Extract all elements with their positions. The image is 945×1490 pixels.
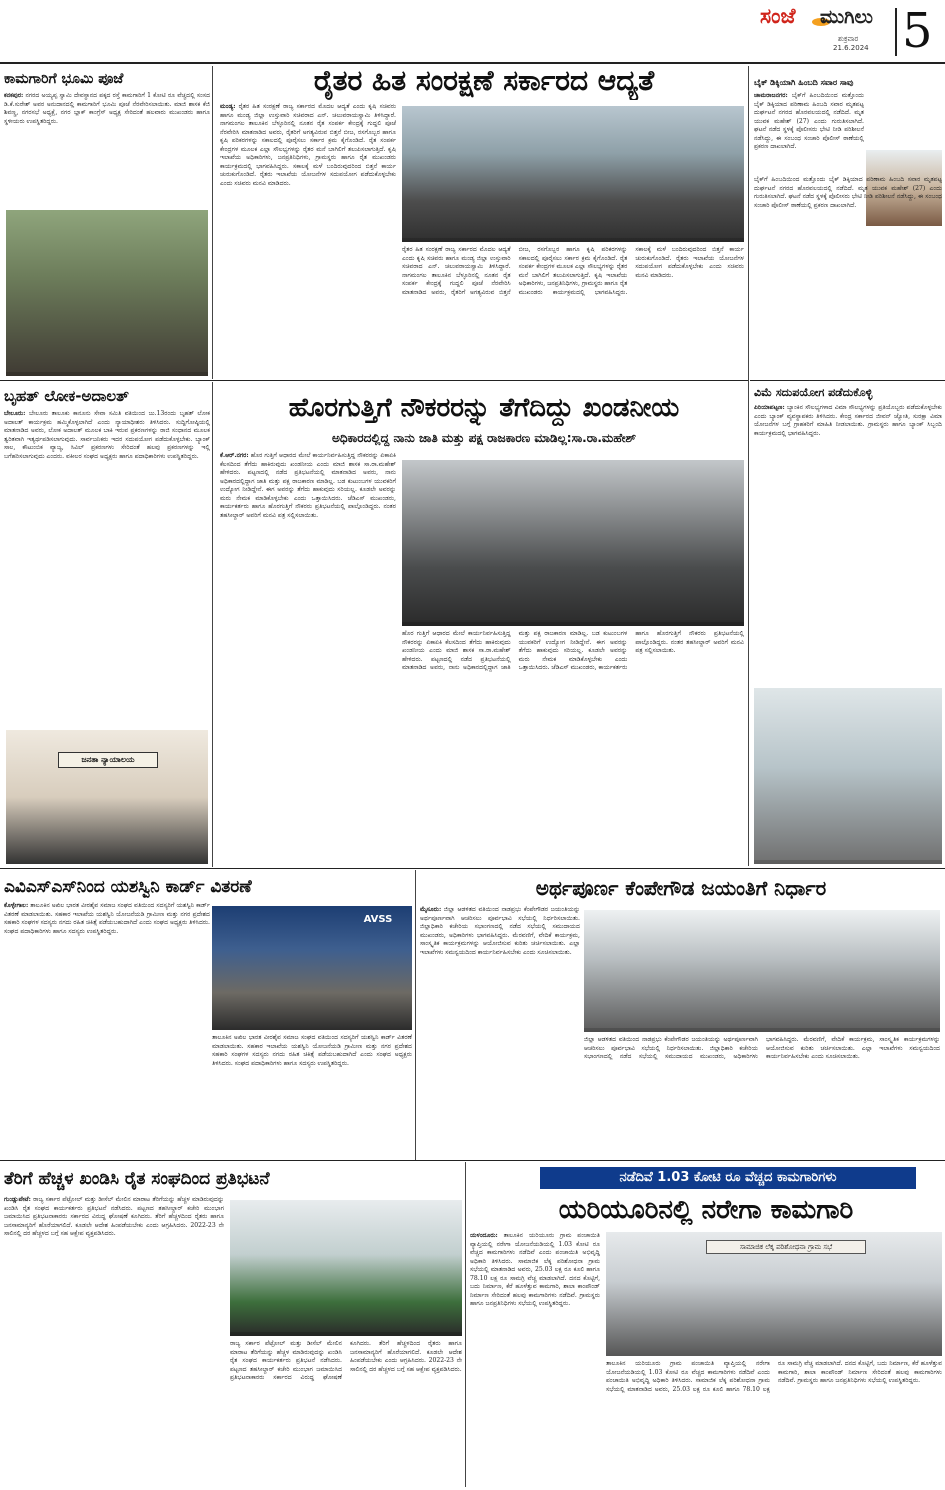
terige-photo	[230, 1200, 462, 1336]
horagutti-photo	[402, 460, 744, 626]
avss-photo	[212, 906, 412, 1030]
horagutti-dateline: ಕೆ.ಆರ್.ನಗರ:	[220, 452, 249, 459]
narega-text: ತಾಲೂಕಿನ ಯರಿಯೂರು ಗ್ರಾಮ ಪಂಚಾಯಿತಿ ವ್ಯಾಪ್ತಿಯಲ್ಲಿ ನರೇಗಾ ಯೋಜನೆಯಡಿಯಲ್ಲಿ 1.03 ಕೋಟಿ ರೂ ವೆಚ್ಚದ ಕಾಮಗಾರಿಗಳು ನಡೆದಿವೆ ಎಂದು ಪಂಚಾಯಿತಿ ಅಭಿವೃದ್ಧಿ ಅಧಿಕಾರಿ ತಿಳಿಸಿದರು. ಸಾಮಾಜಿಕ ಲೆಕ್ಕ ಪರಿಶೋಧನಾ ಗ್ರಾಮ ಸಭೆಯಲ್ಲಿ ಮಾತನಾಡಿದ ಅವರು, 25.03 ಲಕ್ಷ ರೂ ಕೂಲಿ ಹಾಗೂ 78.10 ಲಕ್ಷ ರೂ ಸಾಮಗ್ರಿ ವೆಚ್ಚ ಮಾಡಲಾಗಿದೆ. ದನದ ಕೊಟ್ಟಿಗೆ, ಬದು ನಿರ್ಮಾಣ, ಕೆರೆ ಹೂಳೆತ್ತುವ ಕಾಮಗಾರಿ, ಶಾಲಾ ಕಾಂಪೌಂಡ್ ನಿರ್ಮಾಣ ಸೇರಿದಂತೆ ಹಲವು ಕಾಮಗಾರಿಗಳು ನಡೆದಿವೆ. ಗ್ರಾಮಸ್ಥರು ಹಾಗೂ ಜನಪ್ರತಿನಿಧಿಗಳು ಸಭೆಯಲ್ಲಿ ಉಪಸ್ಥಿತರಿದ್ದರು.	[470, 1232, 600, 1307]
horagutti-subheadline: ಅಧಿಕಾರದಲ್ಲಿದ್ದ ನಾನು ಜಾತಿ ಮತ್ತು ಪಕ್ಷ ರಾಜಕಾರಣ ಮಾಡಿಲ್ಲ:ಸಾ.ರಾ.ಮಹೇಶ್	[331, 431, 637, 445]
narega-body-cont	[606, 1360, 942, 1486]
column-rule	[415, 870, 416, 1160]
narega-body	[470, 1232, 600, 1486]
avss-body-cont	[212, 1034, 412, 1156]
bhoomi-headline: ಕಾಮಗಾರಿಗೆ ಭೂಮಿ ಪೂಜೆ	[4, 71, 124, 87]
kempegowda-body	[420, 906, 580, 1156]
raitara-body-cont	[402, 246, 744, 378]
narega-strap: ನಡೆದಿವೆ 1.03 ಕೋಟಿ ರೂ ವೆಚ್ಚದ ಕಾಮಗಾರಿಗಳು	[540, 1167, 916, 1189]
adalat-body	[4, 410, 210, 726]
page-number: 5	[902, 3, 933, 59]
narega-headline: ಯರಿಯೂರಿನಲ್ಲಿ ನರೇಗಾ ಕಾಮಗಾರಿ	[558, 1195, 854, 1225]
section-rule	[0, 868, 945, 869]
masthead	[760, 4, 940, 62]
avss-body	[4, 902, 210, 1156]
vime-text: ಬ್ಯಾಂಕಿನ ಸೌಲಭ್ಯಗಳಾದ ವಿಮಾ ಸೌಲಭ್ಯಗಳನ್ನು ಪ್ರತಿಯೊಬ್ಬರು ಪಡೆದುಕೊಳ್ಳಬೇಕು ಎಂದು ಬ್ಯಾಂಕ್ ವ್ಯವಸ್ಥಾಪಕರು ತಿಳಿಸಿದರು. ಕೇಂದ್ರ ಸರ್ಕಾರದ ಜೀವನ್ ಜ್ಯೋತಿ, ಸುರಕ್ಷಾ ವಿಮಾ ಯೋಜನೆಗಳ ಬಗ್ಗೆ ಗ್ರಾಹಕರಿಗೆ ಮಾಹಿತಿ ನೀಡಲಾಯಿತು. ಗ್ರಾಮಸ್ಥರು ಹಾಗೂ ಬ್ಯಾಂಕ್ ಸಿಬ್ಬಂದಿ ಕಾರ್ಯಕ್ರಮದಲ್ಲಿ ಭಾಗವಹಿಸಿದ್ದರು.	[754, 404, 942, 437]
avss-banner: AVSS	[363, 914, 393, 925]
column-rule	[212, 382, 213, 867]
bhoomi-body	[4, 92, 210, 204]
terige-body	[4, 1196, 224, 1486]
kempegowda-text-cont: ಜಿಲ್ಲಾ ಆಡಳಿತದ ವತಿಯಿಂದ ನಾಡಪ್ರಭು ಕೆಂಪೇಗೌಡರ ಜಯಂತಿಯನ್ನು ಅರ್ಥಪೂರ್ಣವಾಗಿ ಆಚರಿಸಲು ಪೂರ್ವಭಾವಿ ಸಭೆಯಲ್ಲಿ ನಿರ್ಧರಿಸಲಾಯಿತು. ಜಿಲ್ಲಾಧಿಕಾರಿ ಕಚೇರಿಯ ಸಭಾಂಗಣದಲ್ಲಿ ನಡೆದ ಸಭೆಯಲ್ಲಿ ಸಮುದಾಯದ ಮುಖಂಡರು, ಅಧಿಕಾರಿಗಳು ಭಾಗವಹಿಸಿದ್ದರು. ಮೆರವಣಿಗೆ, ವೇದಿಕೆ ಕಾರ್ಯಕ್ರಮ, ಸಾಂಸ್ಕೃತಿಕ ಕಾರ್ಯಕ್ರಮಗಳನ್ನು ಆಯೋಜಿಸುವ ಕುರಿತು ಚರ್ಚಿಸಲಾಯಿತು. ಎಲ್ಲಾ ಇಲಾಖೆಗಳು ಸಮನ್ವಯದಿಂದ ಕಾರ್ಯನಿರ್ವಹಿಸಬೇಕು ಎಂದು ಸೂಚಿಸಲಾಯಿತು.	[584, 1036, 940, 1060]
raitara-text-cont: ರೈತರ ಹಿತ ಸಂರಕ್ಷಣೆ ರಾಜ್ಯ ಸರ್ಕಾರದ ಮೊದಲ ಆದ್ಯತೆ ಎಂದು ಕೃಷಿ ಸಚಿವರು ಹಾಗೂ ಮಂಡ್ಯ ಜಿಲ್ಲಾ ಉಸ್ತುವಾರಿ ಸಚಿವರಾದ ಎನ್. ಚಲುವರಾಯಸ್ವಾಮಿ ತಿಳಿಸಿದ್ದಾರೆ. ನಾಗಮಂಗಲ ತಾಲೂಕಿನ ಬೆಳ್ಳೂರಿನಲ್ಲಿ ನೂತನ ರೈತ ಸಂಪರ್ಕ ಕೇಂದ್ರಕ್ಕೆ ಗುದ್ದಲಿ ಪೂಜೆ ನೆರವೇರಿಸಿ ಮಾತನಾಡಿದ ಅವರು, ರೈತರಿಗೆ ಅಗತ್ಯವಿರುವ ಬಿತ್ತನೆ ಬೀಜ, ರಸಗೊಬ್ಬರ ಹಾಗೂ ಕೃಷಿ ಪರಿಕರಗಳನ್ನು ಸಕಾಲದಲ್ಲಿ ಪೂರೈಸಲು ಸರ್ಕಾರ ಕ್ರಮ ಕೈಗೊಂಡಿದೆ. ರೈತ ಸಂಪರ್ಕ ಕೇಂದ್ರಗಳ ಮೂಲಕ ಎಲ್ಲಾ ಸೌಲಭ್ಯಗಳನ್ನು ರೈತರ ಮನೆ ಬಾಗಿಲಿಗೆ ತಲುಪಿಸಲಾಗುತ್ತಿದೆ. ಕೃಷಿ ಇಲಾಖೆಯ ಅಧಿಕಾರಿಗಳು, ಜನಪ್ರತಿನಿಧಿಗಳು, ಗ್ರಾಮಸ್ಥರು ಹಾಗೂ ರೈತ ಮುಖಂಡರು ಕಾರ್ಯಕ್ರಮದಲ್ಲಿ ಭಾಗವಹಿಸಿದ್ದರು. ಸಕಾಲಕ್ಕೆ ಮಳೆ ಬಂದಿರುವುದರಿಂದ ಬಿತ್ತನೆ ಕಾರ್ಯ ಚುರುಕುಗೊಂಡಿದೆ. ರೈತರು ಇಲಾಖೆಯ ಯೋಜನೆಗಳ ಸದುಪಯೋಗ ಪಡೆದುಕೊಳ್ಳಬೇಕು ಎಂದು ಸಚಿವರು ಮನವಿ ಮಾಡಿದರು.	[402, 246, 744, 296]
bhoomi-text: ನಗರದ ಅಯ್ಯಪ್ಪ ಸ್ವಾಮಿ ದೇವಸ್ಥಾನದ ಪಕ್ಕದ ರಸ್ತೆ ಕಾಮಗಾರಿಗೆ 1 ಕೋಟಿ ರೂ ವೆಚ್ಚದಲ್ಲಿ ಸಂಸದ ಡಿ.ಕೆ.ಸುರೇಶ್ ಅವರ ಅನುದಾನದಲ್ಲಿ ಕಾಮಗಾರಿಗೆ ಭೂಮಿ ಪೂಜೆ ನೆರವೇರಿಸಲಾಯಿತು. ಮಾಜಿ ಶಾಸಕ ಕೆಜಿ ಶಿವಣ್ಣ, ನಗರಸಭೆ ಅಧ್ಯಕ್ಷೆ, ನಗರ ಬ್ಲಾಕ್ ಕಾಂಗ್ರೆಸ್ ಅಧ್ಯಕ್ಷ ಸೇರಿದಂತೆ ಹಲವಾರು ಮುಖಂಡರು ಹಾಗೂ ಸ್ಥಳೀಯರು ಉಪಸ್ಥಿತರಿದ್ದರು.	[4, 92, 210, 125]
kempegowda-body-cont	[584, 1036, 940, 1156]
horagutti-body	[220, 452, 396, 864]
narega-text-cont: ತಾಲೂಕಿನ ಯರಿಯೂರು ಗ್ರಾಮ ಪಂಚಾಯಿತಿ ವ್ಯಾಪ್ತಿಯಲ್ಲಿ ನರೇಗಾ ಯೋಜನೆಯಡಿಯಲ್ಲಿ 1.03 ಕೋಟಿ ರೂ ವೆಚ್ಚದ ಕಾಮಗಾರಿಗಳು ನಡೆದಿವೆ ಎಂದು ಪಂಚಾಯಿತಿ ಅಭಿವೃದ್ಧಿ ಅಧಿಕಾರಿ ತಿಳಿಸಿದರು. ಸಾಮಾಜಿಕ ಲೆಕ್ಕ ಪರಿಶೋಧನಾ ಗ್ರಾಮ ಸಭೆಯಲ್ಲಿ ಮಾತನಾಡಿದ ಅವರು, 25.03 ಲಕ್ಷ ರೂ ಕೂಲಿ ಹಾಗೂ 78.10 ಲಕ್ಷ ರೂ ಸಾಮಗ್ರಿ ವೆಚ್ಚ ಮಾಡಲಾಗಿದೆ. ದನದ ಕೊಟ್ಟಿಗೆ, ಬದು ನಿರ್ಮಾಣ, ಕೆರೆ ಹೂಳೆತ್ತುವ ಕಾಮಗಾರಿ, ಶಾಲಾ ಕಾಂಪೌಂಡ್ ನಿರ್ಮಾಣ ಸೇರಿದಂತೆ ಹಲವು ಕಾಮಗಾರಿಗಳು ನಡೆದಿವೆ. ಗ್ರಾಮಸ್ಥರು ಹಾಗೂ ಜನಪ್ರತಿನಿಧಿಗಳು ಸಭೆಯಲ್ಲಿ ಉಪಸ್ಥಿತರಿದ್ದರು.	[606, 1360, 942, 1393]
terige-body-cont	[230, 1340, 462, 1486]
section-rule	[750, 380, 945, 381]
avss-text: ತಾಲೂಕಿನ ಅಖಿಲ ಭಾರತ ವೀರಶೈವ ಸಮಾಜ ಸಂಘದ ವತಿಯಿಂದ ಸದಸ್ಯರಿಗೆ ಯಶಸ್ವಿನಿ ಕಾರ್ಡ್ ವಿತರಣೆ ಮಾಡಲಾಯಿತು. ಸಹಕಾರ ಇಲಾಖೆಯ ಯಶಸ್ವಿನಿ ಯೋಜನೆಯಡಿ ಗ್ರಾಮೀಣ ಮತ್ತು ನಗರ ಪ್ರದೇಶದ ಸಹಕಾರಿ ಸಂಘಗಳ ಸದಸ್ಯರು ನಗದು ರಹಿತ ಚಿಕಿತ್ಸೆ ಪಡೆಯಬಹುದಾಗಿದೆ ಎಂದು ಸಂಘದ ಅಧ್ಯಕ್ಷರು ತಿಳಿಸಿದರು. ಸಂಘದ ಪದಾಧಿಕಾರಿಗಳು ಹಾಗೂ ಸದಸ್ಯರು ಉಪಸ್ಥಿತರಿದ್ದರು.	[4, 902, 210, 935]
adalat-photo	[6, 730, 208, 864]
terige-headline: ತೆರಿಗೆ ಹೆಚ್ಚಳ ಖಂಡಿಸಿ ರೈತ ಸಂಘದಿಂದ ಪ್ರತಿಭಟನೆ	[4, 1169, 270, 1189]
kempegowda-dateline: ಮೈಸೂರು:	[420, 906, 442, 913]
horagutti-headline: ಹೊರಗುತ್ತಿಗೆ ನೌಕರರನ್ನು ತೆಗೆದಿದ್ದು ಖಂಡನೀಯ	[288, 393, 680, 423]
adalat-dateline: ಬೇಲೂರು:	[4, 410, 26, 417]
kempegowda-headline: ಅರ್ಥಪೂರ್ಣ ಕೆಂಪೇಗೌಡ ಜಯಂತಿಗೆ ನಿರ್ಧಾರ	[535, 876, 827, 900]
narega-dateline: ಯಳಂದೂರು:	[470, 1232, 498, 1239]
column-rule	[212, 66, 213, 379]
horagutti-text-cont: ಹೊರ ಗುತ್ತಿಗೆ ಆಧಾರದ ಮೇಲೆ ಕಾರ್ಯನಿರ್ವಹಿಸುತ್ತಿದ್ದ ನೌಕರರನ್ನು ಏಕಾಏಕಿ ಕೆಲಸದಿಂದ ತೆಗೆದು ಹಾಕಿರುವುದು ಖಂಡನೀಯ ಎಂದು ಮಾಜಿ ಶಾಸಕ ಸಾ.ರಾ.ಮಹೇಶ್ ಹೇಳಿದರು. ಪಟ್ಟಣದಲ್ಲಿ ನಡೆದ ಪ್ರತಿಭಟನೆಯಲ್ಲಿ ಮಾತನಾಡಿದ ಅವರು, ನಾನು ಅಧಿಕಾರದಲ್ಲಿದ್ದಾಗ ಜಾತಿ ಮತ್ತು ಪಕ್ಷ ರಾಜಕಾರಣ ಮಾಡಿಲ್ಲ. ಬಡ ಕುಟುಂಬಗಳ ಯುವಕರಿಗೆ ಉದ್ಯೋಗ ನೀಡಿದ್ದೇನೆ. ಈಗ ಅವರನ್ನು ತೆಗೆದು ಹಾಕುವುದು ಸರಿಯಲ್ಲ. ಕೂಡಲೇ ಅವರನ್ನು ಮರು ನೇಮಕ ಮಾಡಿಕೊಳ್ಳಬೇಕು ಎಂದು ಒತ್ತಾಯಿಸಿದರು. ಜೆಡಿಎಸ್ ಮುಖಂಡರು, ಕಾರ್ಯಕರ್ತರು ಹಾಗೂ ಹೊರಗುತ್ತಿಗೆ ನೌಕರರು ಪ್ರತಿಭಟನೆಯಲ್ಲಿ ಪಾಲ್ಗೊಂಡಿದ್ದರು. ನಂತರ ತಹಸೀಲ್ದಾರ್ ಅವರಿಗೆ ಮನವಿ ಪತ್ರ ಸಲ್ಲಿಸಲಾಯಿತು.	[402, 630, 744, 671]
horagutti-body-cont	[402, 630, 744, 864]
avss-dateline: ಕೊಳ್ಳೇಗಾಲ:	[4, 902, 29, 909]
bike-body-cont	[754, 176, 942, 370]
column-rule	[465, 1162, 466, 1487]
issue-date: 21.6.2024	[833, 44, 869, 52]
bike-dateline: ಚಾಮರಾಜನಗರ:	[754, 92, 788, 99]
vime-photo	[754, 688, 942, 864]
avss-headline: ಎವಿಎಸ್‌ಎಸ್‌ನಿಂದ ಯಶಸ್ವಿನಿ ಕಾರ್ಡ್ ವಿತರಣೆ	[4, 877, 252, 897]
kempegowda-photo	[584, 910, 940, 1032]
bike-text: ಬೈಕ್‌ಗೆ ಹಿಂಬದಿಯಿಂದ ಮತ್ತೊಂದು ಬೈಕ್ ಡಿಕ್ಕಿಯಾದ ಪರಿಣಾಮ ಹಿಂಬದಿ ಸವಾರ ಮೃತಪಟ್ಟ ದುರ್ಘಟನೆ ನಗರದ ಹೊರವಲಯದಲ್ಲಿ ನಡೆದಿದೆ. ಮೃತ ಯುವಕ ಮಹೇಶ್ (27) ಎಂದು ಗುರುತಿಸಲಾಗಿದೆ. ಘಟನೆ ನಡೆದ ಸ್ಥಳಕ್ಕೆ ಪೊಲೀಸರು ಭೇಟಿ ನೀಡಿ ಪರಿಶೀಲನೆ ನಡೆಸಿದ್ದು, ಈ ಸಂಬಂಧ ಸಂಚಾರಿ ಪೊಲೀಸ್ ಠಾಣೆಯಲ್ಲಿ ಪ್ರಕರಣ ದಾಖಲಾಗಿದೆ.	[754, 92, 864, 150]
kempegowda-text: ಜಿಲ್ಲಾ ಆಡಳಿತದ ವತಿಯಿಂದ ನಾಡಪ್ರಭು ಕೆಂಪೇಗೌಡರ ಜಯಂತಿಯನ್ನು ಅರ್ಥಪೂರ್ಣವಾಗಿ ಆಚರಿಸಲು ಪೂರ್ವಭಾವಿ ಸಭೆಯಲ್ಲಿ ನಿರ್ಧರಿಸಲಾಯಿತು. ಜಿಲ್ಲಾಧಿಕಾರಿ ಕಚೇರಿಯ ಸಭಾಂಗಣದಲ್ಲಿ ನಡೆದ ಸಭೆಯಲ್ಲಿ ಸಮುದಾಯದ ಮುಖಂಡರು, ಅಧಿಕಾರಿಗಳು ಭಾಗವಹಿಸಿದ್ದರು. ಮೆರವಣಿಗೆ, ವೇದಿಕೆ ಕಾರ್ಯಕ್ರಮ, ಸಾಂಸ್ಕೃತಿಕ ಕಾರ್ಯಕ್ರಮಗಳನ್ನು ಆಯೋಜಿಸುವ ಕುರಿತು ಚರ್ಚಿಸಲಾಯಿತು. ಎಲ್ಲಾ ಇಲಾಖೆಗಳು ಸಮನ್ವಯದಿಂದ ಕಾರ್ಯನಿರ್ವಹಿಸಬೇಕು ಎಂದು ಸೂಚಿಸಲಾಯಿತು.	[420, 906, 580, 956]
adalat-headline: ಬೃಹತ್ ಲೋಕ-ಅದಾಲತ್	[4, 387, 129, 405]
terige-text-cont: ರಾಜ್ಯ ಸರ್ಕಾರ ಪೆಟ್ರೋಲ್ ಮತ್ತು ಡೀಸೆಲ್ ಮೇಲಿನ ಮಾರಾಟ ತೆರಿಗೆಯನ್ನು ಹೆಚ್ಚಳ ಮಾಡಿರುವುದನ್ನು ಖಂಡಿಸಿ ರೈತ ಸಂಘದ ಕಾರ್ಯಕರ್ತರು ಪ್ರತಿಭಟನೆ ನಡೆಸಿದರು. ಪಟ್ಟಣದ ತಹಸೀಲ್ದಾರ್ ಕಚೇರಿ ಮುಂಭಾಗ ಜಮಾಯಿಸಿದ ಪ್ರತಿಭಟನಾಕಾರರು ಸರ್ಕಾರದ ವಿರುದ್ಧ ಘೋಷಣೆ ಕೂಗಿದರು. ತೆರಿಗೆ ಹೆಚ್ಚಳದಿಂದ ರೈತರು ಹಾಗೂ ಜನಸಾಮಾನ್ಯರಿಗೆ ಹೊರೆಯಾಗಲಿದೆ. ಕೂಡಲೇ ಆದೇಶ ಹಿಂಪಡೆಯಬೇಕು ಎಂದು ಆಗ್ರಹಿಸಿದರು. 2022-23 ನೇ ಸಾಲಿನಲ್ಲಿ ದರ ಹೆಚ್ಚಳದ ಬಗ್ಗೆ ಸಹ ಆಕ್ಷೇಪ ವ್ಯಕ್ತಪಡಿಸಿದರು.	[230, 1340, 462, 1381]
vime-body	[754, 404, 942, 680]
narega-banner: ಸಾಮಾಜಿಕ ಲೆಕ್ಕ ಪರಿಶೋಧನಾ ಗ್ರಾಮ ಸಭೆ	[706, 1240, 866, 1254]
section-rule	[0, 380, 748, 381]
column-rule	[748, 66, 749, 866]
vime-headline: ವಿಮೆ ಸದುಪಯೋಗ ಪಡೆದುಕೊಳ್ಳಿ	[754, 386, 873, 399]
terige-text: ರಾಜ್ಯ ಸರ್ಕಾರ ಪೆಟ್ರೋಲ್ ಮತ್ತು ಡೀಸೆಲ್ ಮೇಲಿನ ಮಾರಾಟ ತೆರಿಗೆಯನ್ನು ಹೆಚ್ಚಳ ಮಾಡಿರುವುದನ್ನು ಖಂಡಿಸಿ ರೈತ ಸಂಘದ ಕಾರ್ಯಕರ್ತರು ಪ್ರತಿಭಟನೆ ನಡೆಸಿದರು. ಪಟ್ಟಣದ ತಹಸೀಲ್ದಾರ್ ಕಚೇರಿ ಮುಂಭಾಗ ಜಮಾಯಿಸಿದ ಪ್ರತಿಭಟನಾಕಾರರು ಸರ್ಕಾರದ ವಿರುದ್ಧ ಘೋಷಣೆ ಕೂಗಿದರು. ತೆರಿಗೆ ಹೆಚ್ಚಳದಿಂದ ರೈತರು ಹಾಗೂ ಜನಸಾಮಾನ್ಯರಿಗೆ ಹೊರೆಯಾಗಲಿದೆ. ಕೂಡಲೇ ಆದೇಶ ಹಿಂಪಡೆಯಬೇಕು ಎಂದು ಆಗ್ರಹಿಸಿದರು. 2022-23 ನೇ ಸಾಲಿನಲ್ಲಿ ದರ ಹೆಚ್ಚಳದ ಬಗ್ಗೆ ಸಹ ಆಕ್ಷೇಪ ವ್ಯಕ್ತಪಡಿಸಿದರು.	[4, 1196, 224, 1237]
avss-text-cont: ತಾಲೂಕಿನ ಅಖಿಲ ಭಾರತ ವೀರಶೈವ ಸಮಾಜ ಸಂಘದ ವತಿಯಿಂದ ಸದಸ್ಯರಿಗೆ ಯಶಸ್ವಿನಿ ಕಾರ್ಡ್ ವಿತರಣೆ ಮಾಡಲಾಯಿತು. ಸಹಕಾರ ಇಲಾಖೆಯ ಯಶಸ್ವಿನಿ ಯೋಜನೆಯಡಿ ಗ್ರಾಮೀಣ ಮತ್ತು ನಗರ ಪ್ರದೇಶದ ಸಹಕಾರಿ ಸಂಘಗಳ ಸದಸ್ಯರು ನಗದು ರಹಿತ ಚಿಕಿತ್ಸೆ ಪಡೆಯಬಹುದಾಗಿದೆ ಎಂದು ಸಂಘದ ಅಧ್ಯಕ್ಷರು ತಿಳಿಸಿದರು. ಸಂಘದ ಪದಾಧಿಕಾರಿಗಳು ಹಾಗೂ ಸದಸ್ಯರು ಉಪಸ್ಥಿತರಿದ್ದರು.	[212, 1034, 412, 1067]
raitara-photo	[402, 106, 744, 242]
narega-photo	[606, 1232, 942, 1356]
section-rule	[0, 1160, 945, 1161]
issue-day: ಶುಕ್ರವಾರ	[838, 35, 859, 43]
vime-dateline: ಪಿರಿಯಾಪಟ್ಟಣ:	[754, 404, 785, 411]
raitara-body	[220, 103, 396, 378]
terige-dateline: ಗುಂಡ್ಲುಪೇಟೆ:	[4, 1196, 31, 1203]
brand-sanje: ಸಂಜೆ	[760, 4, 796, 28]
adalat-text: ಬೇಲೂರು ತಾಲೂಕು ಕಾನೂನು ಸೇವಾ ಸಮಿತಿ ವತಿಯಿಂದ ಜು.13ರಂದು ಬೃಹತ್ ಲೋಕ ಅದಾಲತ್ ಕಾರ್ಯಕ್ರಮ ಹಮ್ಮಿಕೊಳ್ಳಲಾಗಿದೆ ಎಂದು ನ್ಯಾಯಾಧೀಶರು ತಿಳಿಸಿದರು. ಸುದ್ದಿಗೋಷ್ಠಿಯಲ್ಲಿ ಮಾತನಾಡಿದ ಅವರು, ಲೋಕ ಅದಾಲತ್ ಮೂಲಕ ಬಾಕಿ ಇರುವ ಪ್ರಕರಣಗಳನ್ನು ರಾಜಿ ಸಂಧಾನದ ಮೂಲಕ ತ್ವರಿತವಾಗಿ ಇತ್ಯರ್ಥಪಡಿಸಲಾಗುವುದು. ಸಾರ್ವಜನಿಕರು ಇದರ ಸದುಪಯೋಗ ಪಡೆದುಕೊಳ್ಳಬೇಕು. ಬ್ಯಾಂಕ್ ಸಾಲ, ಕೌಟುಂಬಿಕ ವ್ಯಾಜ್ಯ, ಸಿವಿಲ್ ಪ್ರಕರಣಗಳು ಸೇರಿದಂತೆ ಹಲವು ಪ್ರಕರಣಗಳನ್ನು ಇಲ್ಲಿ ಬಗೆಹರಿಸಲಾಗುವುದು ಎಂದರು. ವಕೀಲರ ಸಂಘದ ಅಧ್ಯಕ್ಷರು ಹಾಗೂ ಪದಾಧಿಕಾರಿಗಳು ಉಪಸ್ಥಿತರಿದ್ದರು.	[4, 410, 210, 460]
raitara-text: ರೈತರ ಹಿತ ಸಂರಕ್ಷಣೆ ರಾಜ್ಯ ಸರ್ಕಾರದ ಮೊದಲ ಆದ್ಯತೆ ಎಂದು ಕೃಷಿ ಸಚಿವರು ಹಾಗೂ ಮಂಡ್ಯ ಜಿಲ್ಲಾ ಉಸ್ತುವಾರಿ ಸಚಿವರಾದ ಎನ್. ಚಲುವರಾಯಸ್ವಾಮಿ ತಿಳಿಸಿದ್ದಾರೆ. ನಾಗಮಂಗಲ ತಾಲೂಕಿನ ಬೆಳ್ಳೂರಿನಲ್ಲಿ ನೂತನ ರೈತ ಸಂಪರ್ಕ ಕೇಂದ್ರಕ್ಕೆ ಗುದ್ದಲಿ ಪೂಜೆ ನೆರವೇರಿಸಿ ಮಾತನಾಡಿದ ಅವರು, ರೈತರಿಗೆ ಅಗತ್ಯವಿರುವ ಬಿತ್ತನೆ ಬೀಜ, ರಸಗೊಬ್ಬರ ಹಾಗೂ ಕೃಷಿ ಪರಿಕರಗಳನ್ನು ಸಕಾಲದಲ್ಲಿ ಪೂರೈಸಲು ಸರ್ಕಾರ ಕ್ರಮ ಕೈಗೊಂಡಿದೆ. ರೈತ ಸಂಪರ್ಕ ಕೇಂದ್ರಗಳ ಮೂಲಕ ಎಲ್ಲಾ ಸೌಲಭ್ಯಗಳನ್ನು ರೈತರ ಮನೆ ಬಾಗಿಲಿಗೆ ತಲುಪಿಸಲಾಗುತ್ತಿದೆ. ಕೃಷಿ ಇಲಾಖೆಯ ಅಧಿಕಾರಿಗಳು, ಜನಪ್ರತಿನಿಧಿಗಳು, ಗ್ರಾಮಸ್ಥರು ಹಾಗೂ ರೈತ ಮುಖಂಡರು ಕಾರ್ಯಕ್ರಮದಲ್ಲಿ ಭಾಗವಹಿಸಿದ್ದರು. ಸಕಾಲಕ್ಕೆ ಮಳೆ ಬಂದಿರುವುದರಿಂದ ಬಿತ್ತನೆ ಕಾರ್ಯ ಚುರುಕುಗೊಂಡಿದೆ. ರೈತರು ಇಲಾಖೆಯ ಯೋಜನೆಗಳ ಸದುಪಯೋಗ ಪಡೆದುಕೊಳ್ಳಬೇಕು ಎಂದು ಸಚಿವರು ಮನವಿ ಮಾಡಿದರು.	[220, 103, 396, 187]
horagutti-text: ಹೊರ ಗುತ್ತಿಗೆ ಆಧಾರದ ಮೇಲೆ ಕಾರ್ಯನಿರ್ವಹಿಸುತ್ತಿದ್ದ ನೌಕರರನ್ನು ಏಕಾಏಕಿ ಕೆಲಸದಿಂದ ತೆಗೆದು ಹಾಕಿರುವುದು ಖಂಡನೀಯ ಎಂದು ಮಾಜಿ ಶಾಸಕ ಸಾ.ರಾ.ಮಹೇಶ್ ಹೇಳಿದರು. ಪಟ್ಟಣದಲ್ಲಿ ನಡೆದ ಪ್ರತಿಭಟನೆಯಲ್ಲಿ ಮಾತನಾಡಿದ ಅವರು, ನಾನು ಅಧಿಕಾರದಲ್ಲಿದ್ದಾಗ ಜಾತಿ ಮತ್ತು ಪಕ್ಷ ರಾಜಕಾರಣ ಮಾಡಿಲ್ಲ. ಬಡ ಕುಟುಂಬಗಳ ಯುವಕರಿಗೆ ಉದ್ಯೋಗ ನೀಡಿದ್ದೇನೆ. ಈಗ ಅವರನ್ನು ತೆಗೆದು ಹಾಕುವುದು ಸರಿಯಲ್ಲ. ಕೂಡಲೇ ಅವರನ್ನು ಮರು ನೇಮಕ ಮಾಡಿಕೊಳ್ಳಬೇಕು ಎಂದು ಒತ್ತಾಯಿಸಿದರು. ಜೆಡಿಎಸ್ ಮುಖಂಡರು, ಕಾರ್ಯಕರ್ತರು ಹಾಗೂ ಹೊರಗುತ್ತಿಗೆ ನೌಕರರು ಪ್ರತಿಭಟನೆಯಲ್ಲಿ ಪಾಲ್ಗೊಂಡಿದ್ದರು. ನಂತರ ತಹಸೀಲ್ದಾರ್ ಅವರಿಗೆ ಮನವಿ ಪತ್ರ ಸಲ್ಲಿಸಲಾಯಿತು.	[220, 452, 396, 519]
bike-headline: ಬೈಕ್ ಡಿಕ್ಕಿಯಾಗಿ ಹಿಂಬದಿ ಸವಾರ ಸಾವು	[754, 78, 854, 87]
raitara-headline: ರೈತರ ಹಿತ ಸಂರಕ್ಷಣೆ ಸರ್ಕಾರದ ಆದ್ಯತೆ	[313, 64, 655, 97]
adalat-sign: ಜನತಾ ನ್ಯಾಯಾಲಯ	[58, 752, 158, 768]
raitara-dateline: ಮಂಡ್ಯ:	[220, 103, 236, 110]
bike-body	[754, 92, 864, 172]
bhoomi-dateline: ಕನಕಪುರ:	[4, 92, 24, 99]
bhoomi-photo	[6, 210, 208, 376]
bike-text-cont: ಬೈಕ್‌ಗೆ ಹಿಂಬದಿಯಿಂದ ಮತ್ತೊಂದು ಬೈಕ್ ಡಿಕ್ಕಿಯಾದ ಪರಿಣಾಮ ಹಿಂಬದಿ ಸವಾರ ಮೃತಪಟ್ಟ ದುರ್ಘಟನೆ ನಗರದ ಹೊರವಲಯದಲ್ಲಿ ನಡೆದಿದೆ. ಮೃತ ಯುವಕ ಮಹೇಶ್ (27) ಎಂದು ಗುರುತಿಸಲಾಗಿದೆ. ಘಟನೆ ನಡೆದ ಸ್ಥಳಕ್ಕೆ ಪೊಲೀಸರು ಭೇಟಿ ನೀಡಿ ಪರಿಶೀಲನೆ ನಡೆಸಿದ್ದು, ಈ ಸಂಬಂಧ ಸಂಚಾರಿ ಪೊಲೀಸ್ ಠಾಣೆಯಲ್ಲಿ ಪ್ರಕರಣ ದಾಖಲಾಗಿದೆ.	[754, 176, 942, 209]
brand-mugilu: ಮುಗಿಲು	[820, 6, 873, 28]
masthead-divider	[895, 8, 897, 56]
